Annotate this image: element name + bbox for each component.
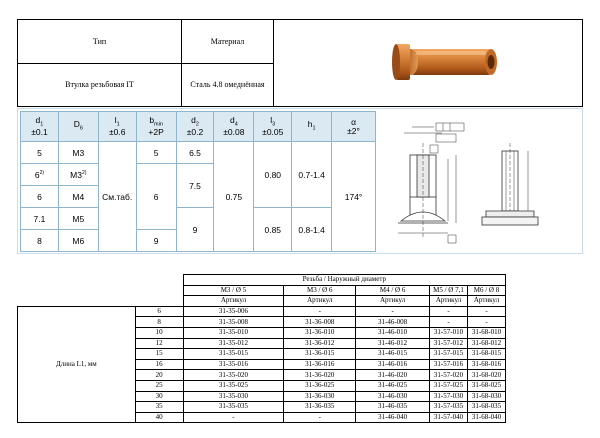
article-cell: 31-35-035 [183, 402, 284, 413]
article-cell: - [356, 306, 430, 317]
spec-row [21, 208, 376, 230]
technical-drawing [386, 117, 576, 247]
product-image [278, 20, 578, 104]
col-alpha: α ±2° [332, 112, 376, 142]
spec-alpha: 174° [332, 142, 376, 252]
diameter-label: M3 / Ø 6 [284, 285, 356, 296]
spec-h1: 0.8-1.4 [292, 208, 332, 252]
col-D6: $D_6$ [58, 112, 98, 142]
material-value: Сталь 4.8 омеднённая [182, 63, 274, 107]
col-l1: $l_1$ ±0.6 [98, 112, 136, 142]
article-cell: 31-35-012 [183, 338, 284, 349]
article-label: Артикул [467, 296, 505, 307]
diameter-label: M6 / Ø 8 [467, 285, 505, 296]
article-cell: 31-35-025 [183, 380, 284, 391]
article-cell: 31-57-010 [430, 327, 468, 338]
article-cell: - [183, 412, 284, 423]
article-cell: 31-36-008 [284, 317, 356, 328]
article-label: Артикул [430, 296, 468, 307]
installed-view [482, 143, 538, 227]
diameter-label: M5 / Ø 7,1 [430, 285, 468, 296]
section-view [398, 123, 464, 243]
article-cell: 31-46-020 [356, 370, 430, 381]
spec-D6: M4 [58, 186, 98, 208]
diameter-row [18, 285, 506, 296]
article-cell: 31-36-025 [284, 380, 356, 391]
article-label-row [18, 296, 506, 307]
bushing-illustration [392, 44, 497, 80]
article-label: Артикул [356, 296, 430, 307]
length-value: 16 [135, 359, 183, 370]
header-table [17, 19, 583, 107]
article-cell: 31-35-015 [183, 349, 284, 360]
length-value: 12 [135, 338, 183, 349]
article-cell: 31-57-012 [430, 338, 468, 349]
spec-bmin: 6 [136, 164, 176, 230]
length-value: 40 [135, 412, 183, 423]
article-cell: 31-46-035 [356, 402, 430, 413]
spec-d1: 6 [21, 186, 59, 208]
article-label: Артикул [284, 296, 356, 307]
spec-D6: M3$^{2)}$ [58, 164, 98, 186]
article-cell: 31-36-012 [284, 338, 356, 349]
article-cell: - [467, 317, 505, 328]
spec-header-row [21, 112, 376, 142]
col-d2: $d_2$ ±0.2 [176, 112, 214, 142]
thread-diameter-header: Резьба / Наружный диаметр [183, 275, 505, 286]
spec-h1: 0.7-1.4 [292, 142, 332, 208]
article-cell: - [430, 306, 468, 317]
article-cell: 31-36-010 [284, 327, 356, 338]
length-value: 6 [135, 306, 183, 317]
length-value: 30 [135, 391, 183, 402]
article-cell: 31-57-025 [430, 380, 468, 391]
article-cell: 31-35-006 [183, 306, 284, 317]
type-label: Тип [18, 20, 182, 64]
type-value: Втулка резьбовая IT [18, 63, 182, 107]
article-cell: 31-35-008 [183, 317, 284, 328]
diameter-label: M3 / Ø 5 [183, 285, 284, 296]
article-cell: 31-57-035 [430, 402, 468, 413]
article-cell: 31-68-025 [467, 380, 505, 391]
article-cell: 31-35-030 [183, 391, 284, 402]
spec-d2: 7.5 [176, 164, 214, 208]
spec-d2: 6.5 [176, 142, 214, 164]
spec-table [20, 111, 376, 252]
article-cell: 31-46-016 [356, 359, 430, 370]
article-cell: 31-46-025 [356, 380, 430, 391]
article-cell: - [284, 412, 356, 423]
article-cell: 31-36-030 [284, 391, 356, 402]
article-table [17, 274, 506, 423]
article-cell: 31-57-020 [430, 370, 468, 381]
article-cell: 31-57-015 [430, 349, 468, 360]
spec-d1: 5 [21, 142, 59, 164]
diameter-label: M4 / Ø 6 [356, 285, 430, 296]
article-cell: 31-35-010 [183, 327, 284, 338]
length-label: Длина L1, мм [18, 306, 136, 423]
spec-l3: 0.80 [254, 142, 292, 208]
article-cell: 31-46-010 [356, 327, 430, 338]
table-row [18, 306, 506, 317]
article-cell: 31-57-016 [430, 359, 468, 370]
article-cell: 31-36-035 [284, 402, 356, 413]
article-cell: 31-68-030 [467, 391, 505, 402]
spec-D6: M3 [58, 142, 98, 164]
spec-bmin: 5 [136, 142, 176, 164]
length-value: 15 [135, 349, 183, 360]
article-cell: 31-68-010 [467, 327, 505, 338]
col-d1: $d_1$ ±0.1 [21, 112, 59, 142]
article-label: Артикул [183, 296, 284, 307]
article-cell: 31-68-016 [467, 359, 505, 370]
col-l3: $l_3$ ±0.05 [254, 112, 292, 142]
article-cell: - [430, 317, 468, 328]
product-image-cell [274, 20, 583, 107]
article-cell: 31-68-012 [467, 338, 505, 349]
article-cell: 31-46-008 [356, 317, 430, 328]
article-cell: 31-46-012 [356, 338, 430, 349]
article-cell: 31-68-020 [467, 370, 505, 381]
spec-d1: 8 [21, 230, 59, 252]
spec-d4: 0.75 [214, 142, 254, 252]
length-value: 8 [135, 317, 183, 328]
article-cell: 31-36-015 [284, 349, 356, 360]
article-cell: 31-36-020 [284, 370, 356, 381]
col-d4: $d_4$ ±0.08 [214, 112, 254, 142]
article-cell: 31-68-040 [467, 412, 505, 423]
article-cell: 31-68-035 [467, 402, 505, 413]
spec-row [21, 142, 376, 164]
article-cell: - [467, 306, 505, 317]
length-value: 25 [135, 380, 183, 391]
article-cell: 31-57-030 [430, 391, 468, 402]
article-cell: 31-57-040 [430, 412, 468, 423]
spec-D6: M5 [58, 208, 98, 230]
article-cell: 31-35-016 [183, 359, 284, 370]
article-cell: 31-46-030 [356, 391, 430, 402]
article-cell: - [284, 306, 356, 317]
spec-D6: M6 [58, 230, 98, 252]
col-h1: $h_1$ [292, 112, 332, 142]
length-value: 10 [135, 327, 183, 338]
article-cell: 31-46-040 [356, 412, 430, 423]
spec-l3: 0.85 [254, 208, 292, 252]
length-value: 35 [135, 402, 183, 413]
article-cell: 31-46-015 [356, 349, 430, 360]
length-value: 20 [135, 370, 183, 381]
col-bmin: $b_{min}$ +2P [136, 112, 176, 142]
material-label: Материал [182, 20, 274, 64]
article-cell: 31-35-020 [183, 370, 284, 381]
article-rows [18, 306, 506, 423]
article-cell: 31-68-015 [467, 349, 505, 360]
spec-panel [17, 108, 583, 254]
spec-d2: 9 [176, 208, 214, 252]
spec-d1: 6$^{2)}$ [21, 164, 59, 186]
article-group-row [18, 275, 506, 286]
article-cell: 31-36-016 [284, 359, 356, 370]
spec-d1: 7.1 [21, 208, 59, 230]
spec-l1: См.таб. [98, 142, 136, 252]
spec-bmin: 9 [136, 230, 176, 252]
